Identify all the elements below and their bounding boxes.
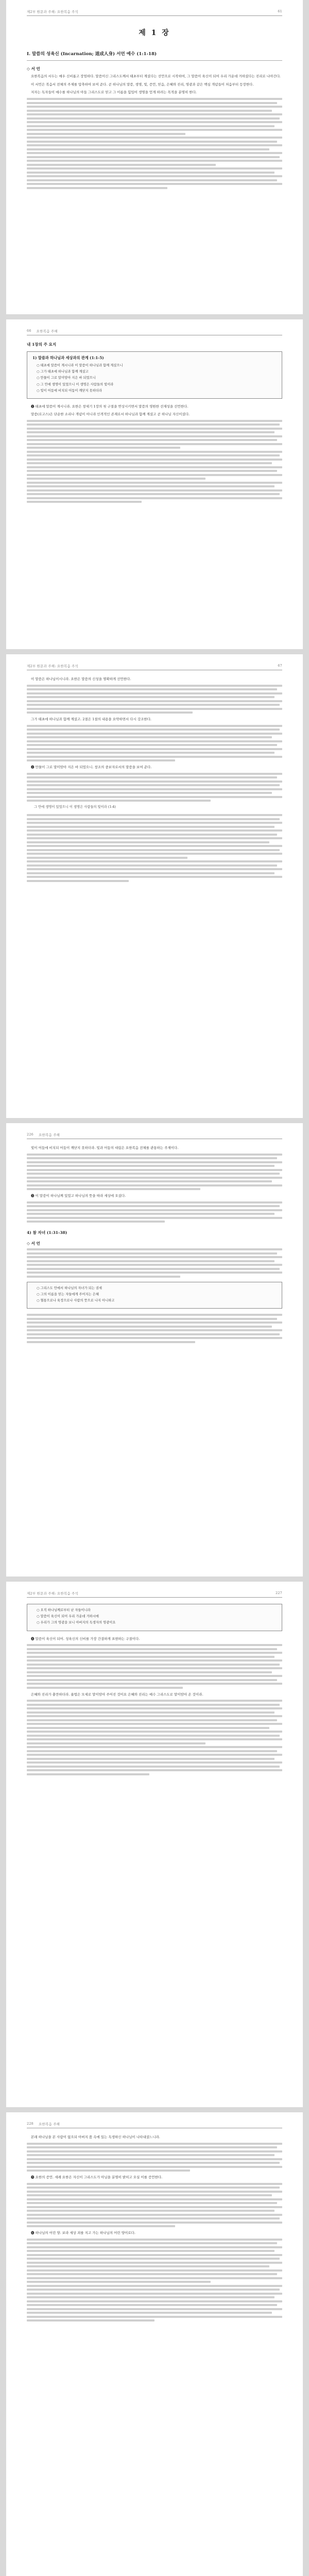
page-number: 228 (27, 2122, 34, 2126)
text-lines (27, 1248, 282, 1278)
running-header (27, 9, 282, 16)
text-lines (27, 773, 282, 802)
paragraph: 이 말씀은 하나님이시니라. 요한은 말씀의 신성을 명확하게 선언한다. (31, 677, 131, 681)
outline-item: ○ 태초에 말씀이 계시니라 이 말씀이 하나님과 함께 계셨으니 (37, 364, 123, 367)
outline-box (27, 1282, 282, 1309)
running-header (27, 2122, 282, 2128)
paragraph: ❹ 말씀이 육신이 되어. 성육신의 신비를 가장 간결하게 표현하는 구절이다. (31, 1636, 140, 1641)
text-lines (27, 1314, 282, 1343)
section-title: I. 말씀의 성육신 (Incarnation; 道成人身) 서언 예수 (1:1-18) (27, 52, 157, 57)
running-header-title: 요한복음 주해 (39, 1133, 60, 1137)
running-header (27, 1132, 282, 1139)
text-lines (27, 1201, 282, 1223)
paragraph: ❷ 만물이 그로 말미암아 지은 바 되었으니. 창조의 중보자로서의 말씀을 보여 준다. (31, 765, 152, 770)
section-heading: 4) 참 자녀 (1:31-38) (27, 1230, 67, 1235)
paragraph: 빛이 어둠에 비치되 어둠이 깨닫지 못하더라. 빛과 어둠의 대립은 요한복음 전체를 관통하는 주제이다. (31, 1146, 179, 1150)
running-header (27, 329, 282, 335)
page-number: 227 (275, 1591, 282, 1595)
paragraph: 말씀(로고스)은 단순한 소리나 개념이 아니라 인격적인 존재로서 하나님과 함께 계셨고 곧 하나님 자신이셨다. (31, 412, 190, 417)
outline-item: ○ 우리가 그의 영광을 보니 아버지의 독생자의 영광이요 (37, 1621, 116, 1625)
intro-heading: ◇ 서 언 (27, 66, 40, 72)
page-6 (6, 2112, 303, 2576)
paragraph: 저자는 독자들이 예수를 하나님의 아들 그리스도로 믿고 그 이름을 힘입어 생명을 얻게 하려는 목적을 분명히 한다. (31, 90, 197, 95)
outline-item: ○ 말씀이 육신이 되어 우리 가운데 거하시매 (37, 1615, 99, 1619)
running-header-title: 요한복음 주해 (39, 2122, 60, 2126)
paragraph: 이 서언은 복음서 전체의 주제를 압축하여 보여 준다. 곧 하나님의 말씀, 생명, 빛, 증언, 믿음, 은혜와 진리, 영광과 같은 핵심 개념들이 처음부터 등장한다. (31, 82, 254, 87)
divider (27, 60, 282, 61)
outline-box-title: 1) 말씀과 하나님과 세상과의 관계 (1:1-5) (32, 355, 104, 360)
running-header-title: 제2부 원문과 주해: 요한복음 주석 (27, 10, 79, 14)
page-number: 67 (278, 664, 282, 668)
text-lines (27, 725, 282, 762)
text-lines (27, 1644, 282, 1689)
chapter-title: 제 1 장 (139, 29, 170, 37)
page-3 (6, 654, 303, 1118)
running-header (27, 664, 282, 670)
paragraph: 요한복음의 서두는 매우 신비롭고 장엄하다. 말씀이신 그리스도께서 태초부터 계셨다는 선언으로 시작하여, 그 말씀이 육신이 되어 우리 가운데 거하셨다는 진리로 나아간다. (31, 74, 281, 79)
outline-item: ○ 빛이 어둠에 비치되 어둠이 깨닫지 못하더라 (37, 388, 102, 393)
intro-heading: ◇ 서 언 (27, 1241, 40, 1246)
running-header-title: 제2부 원문과 주해: 요한복음 주석 (27, 664, 79, 668)
page-number: 226 (27, 1132, 34, 1137)
page-number: 66 (27, 329, 31, 333)
text-lines (27, 420, 282, 503)
running-header-title: 제2부 원문과 주해: 요한복음 주석 (27, 1591, 79, 1596)
running-header (27, 1591, 282, 1598)
subheading: 내 1장의 주 요지 (27, 342, 57, 347)
outline-item: ○ 혈통으로나 육정으로나 사람의 뜻으로 나지 아니하고 (37, 1298, 115, 1302)
outline-item: ○ 그가 태초에 하나님과 함께 계셨고 (37, 370, 89, 374)
text-lines (27, 1700, 282, 1775)
paragraph: ❸ 이 말씀이 하나님께 있었고 하나님의 뜻을 따라 세상에 오셨다. (31, 1194, 126, 1198)
page-5 (6, 1582, 303, 2107)
outline-item: ○ 그의 이름을 믿는 자들에게 주어지는 은혜 (37, 1292, 99, 1296)
outline-box (27, 1604, 282, 1631)
outline-item: ○ 그리스도 안에서 하나님의 자녀가 되는 권세 (37, 1286, 102, 1290)
text-lines (27, 685, 282, 714)
paragraph: 본래 하나님을 본 사람이 없으되 아버지 품 속에 있는 독생하신 하나님이 나타내셨느니라. (31, 2135, 160, 2139)
paragraph: ❻ 하나님의 어린 양. 보라 세상 죄를 지고 가는 하나님의 어린 양이로다. (31, 2231, 135, 2235)
running-header-title: 요한복음 주해 (36, 329, 58, 333)
page-2 (6, 319, 303, 649)
text-lines (27, 1154, 282, 1191)
text-lines (27, 2183, 282, 2228)
outline-item: ○ 만물이 그로 말미암아 지은 바 되었으니 (37, 376, 96, 380)
text-lines (27, 2239, 282, 2322)
paragraph: ❺ 요한의 증언. 세례 요한은 자신이 그리스도가 아님을 분명히 밝히고 오실 이를 증언한다. (31, 2175, 163, 2180)
page-number: 61 (278, 9, 282, 13)
text-lines (27, 814, 282, 882)
outline-box (27, 351, 282, 399)
page-4 (6, 1123, 303, 1577)
page-1 (6, 0, 303, 314)
text-lines (27, 2143, 282, 2172)
paragraph: ❶ 태초에 말씀이 계시니라. 요한은 창세기 1장의 첫 구절을 연상시키면서 말씀의 영원한 선재성을 선언한다. (31, 404, 188, 409)
block-quote: 그 안에 생명이 있었으니 이 생명은 사람들의 빛이라 (1:4) (34, 805, 116, 809)
paragraph: 은혜와 진리가 충만하더라. 율법은 모세로 말미암아 주어진 것이요 은혜와 진리는 예수 그리스도로 말미암아 온 것이라. (31, 1692, 203, 1697)
outline-item: ○ 그 안에 생명이 있었으니 이 생명은 사람들의 빛이라 (37, 382, 114, 386)
outline-item: ○ 오직 하나님께로부터 난 자들이니라 (37, 1608, 91, 1612)
paragraph: 그가 태초에 하나님과 함께 계셨고. 2절은 1절의 내용을 요약하면서 다시 강조한다. (31, 717, 151, 722)
text-lines (27, 98, 282, 189)
